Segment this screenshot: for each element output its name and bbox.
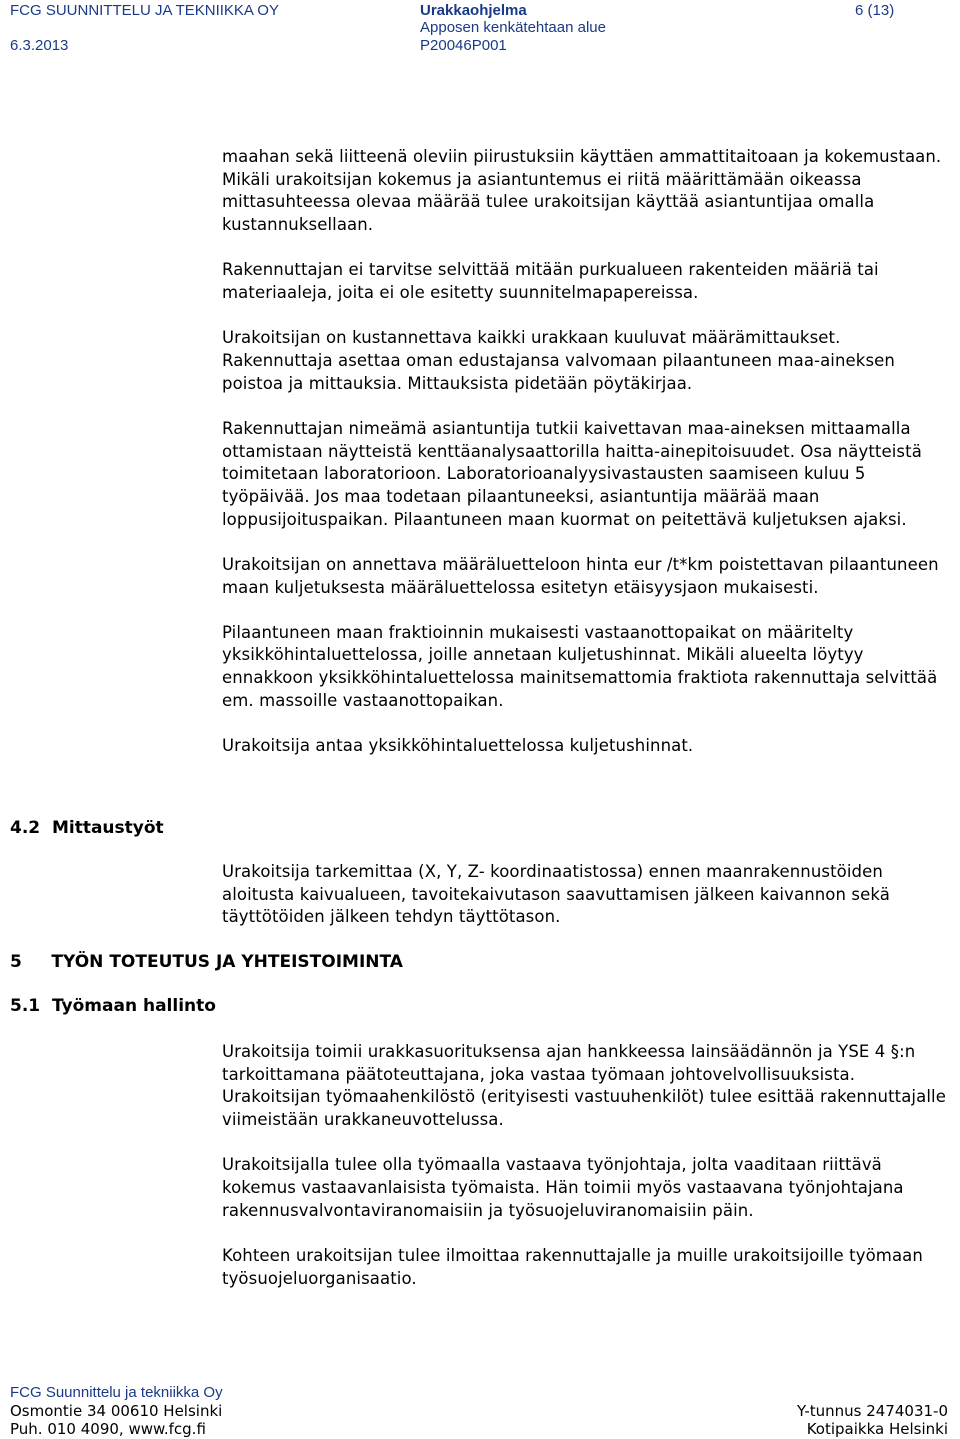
- header-doc-title: Urakkaohjelma: [420, 2, 527, 19]
- footer-business-id: Y-tunnus 2474031-0: [796, 1402, 948, 1420]
- paragraph: Urakoitsija toimii urakkasuorituksensa ajan hankkeessa lainsäädännön ja YSE 4 §:n tarkoittamana päätoteuttajana, joka vastaa työmaan johtovelvollisuuksista. Urakoitsijan työmaahenkilöstö (erityisesti vastuuhenkilöt) tulee esittää rakennuttajalle viimeistään urakkaneuvottelussa.: [222, 1042, 946, 1130]
- footer-company: FCG Suunnittelu ja tekniikka Oy: [10, 1384, 223, 1401]
- section-2-body: [222, 861, 952, 952]
- heading-4-2: 4.2 Mittaustyöt: [10, 818, 164, 838]
- footer-address: Osmontie 34 00610 Helsinki: [10, 1402, 223, 1420]
- paragraph: Rakennuttajan ei tarvitse selvittää mitään purkualueen rakenteiden määriä tai materiaaleja, joita ei ole esitetty suunnitelmapapereissa.: [222, 260, 879, 303]
- footer-contact: Puh. 010 4090, www.fcg.fi: [10, 1420, 206, 1438]
- paragraph: Urakoitsija antaa yksikköhintaluettelossa kuljetushinnat.: [222, 736, 694, 756]
- paragraph: Urakoitsija tarkemittaa (X, Y, Z- koordinaatistossa) ennen maanrakennustöiden aloitusta kaivualueen, tavoitekaivutason saavuttamisen jälkeen kaivannon sekä täyttötöiden jälkeen tehdyn täyttötason.: [222, 862, 890, 927]
- header-doc-code: P20046P001: [420, 37, 507, 54]
- section-3-body: [222, 1041, 952, 1313]
- paragraph: Pilaantuneen maan fraktioinnin mukaisesti vastaanottopaikat on määritelty yksikköhintaluettelossa, joille annetaan kuljetushinnat. Mikäli alueelta löytyy ennakkoon yksikköhintaluettelossa mainitsemattomia fraktiota rakennuttaja selvittää em. massoille vastaanottopaikan.: [222, 622, 938, 710]
- header-date: 6.3.2013: [10, 37, 69, 54]
- section-1-body: [222, 146, 952, 780]
- paragraph: Rakennuttajan nimeämä asiantuntija tutkii kaivettavan maa-aineksen mittaamalla ottamistaan näytteistä kenttäanalysaattorilla haitta-ainepitoisuudet. Osa näytteistä toimitetaan laboratorioon. Laboratorioanalyysivastausten saamiseen kuluu 5 työpäivää. Jos maa todetaan pilaantuneeksi, asiantuntija määrää maan loppusijoituspaikan. Pilaantuneen maan kuormat on peitettävä kuljetuksen ajaksi.: [222, 418, 922, 529]
- header-doc-subtitle: Apposen kenkätehtaan alue: [420, 19, 606, 36]
- paragraph: Urakoitsijan on annettava määräluetteloon hinta eur /t*km poistettavan pilaantuneen maan kuljetuksesta määräluettelossa esitetyn etäisyysjaon mukaisesti.: [222, 554, 939, 597]
- paragraph: maahan sekä liitteenä oleviin piirustuksiin käyttäen ammattitaitoaan ja kokemustaan. Mikäli urakoitsijan kokemus ja asiantuntemus ei riitä määrittämään oikeassa mittasuhteessa olevaa määrää tulee urakoitsijan käyttää asiantuntijaa omalla kustannuksellaan.: [222, 147, 942, 235]
- heading-5-1: 5.1 Työmaan hallinto: [10, 996, 216, 1016]
- heading-5: 5 TYÖN TOTEUTUS JA YHTEISTOIMINTA: [10, 952, 403, 972]
- footer-domicile: Kotipaikka Helsinki: [806, 1420, 948, 1438]
- header-company: FCG SUUNNITTELU JA TEKNIIKKA OY: [10, 2, 279, 19]
- paragraph: Urakoitsijalla tulee olla työmaalla vastaava työnjohtaja, jolta vaaditaan riittävä kokemus vastaavanlaisista työmaista. Hän toimii myös vastaavana työnjohtajana rakennusvalvontaviranomaisiin ja työsuojeluviranomaisiin päin.: [222, 1155, 904, 1220]
- header-page-number: 6 (13): [855, 2, 895, 19]
- paragraph: Kohteen urakoitsijan tulee ilmoittaa rakennuttajalle ja muille urakoitsijoille työmaan työsuojeluorganisaatio.: [222, 1245, 923, 1288]
- paragraph: Urakoitsijan on kustannettava kaikki urakkaan kuuluvat määrämittaukset. Rakennuttaja asettaa oman edustajansa valvomaan pilaantuneen maa-aineksen poistoa ja mittauksia. Mittauksista pidetään pöytäkirjaa.: [222, 328, 895, 393]
